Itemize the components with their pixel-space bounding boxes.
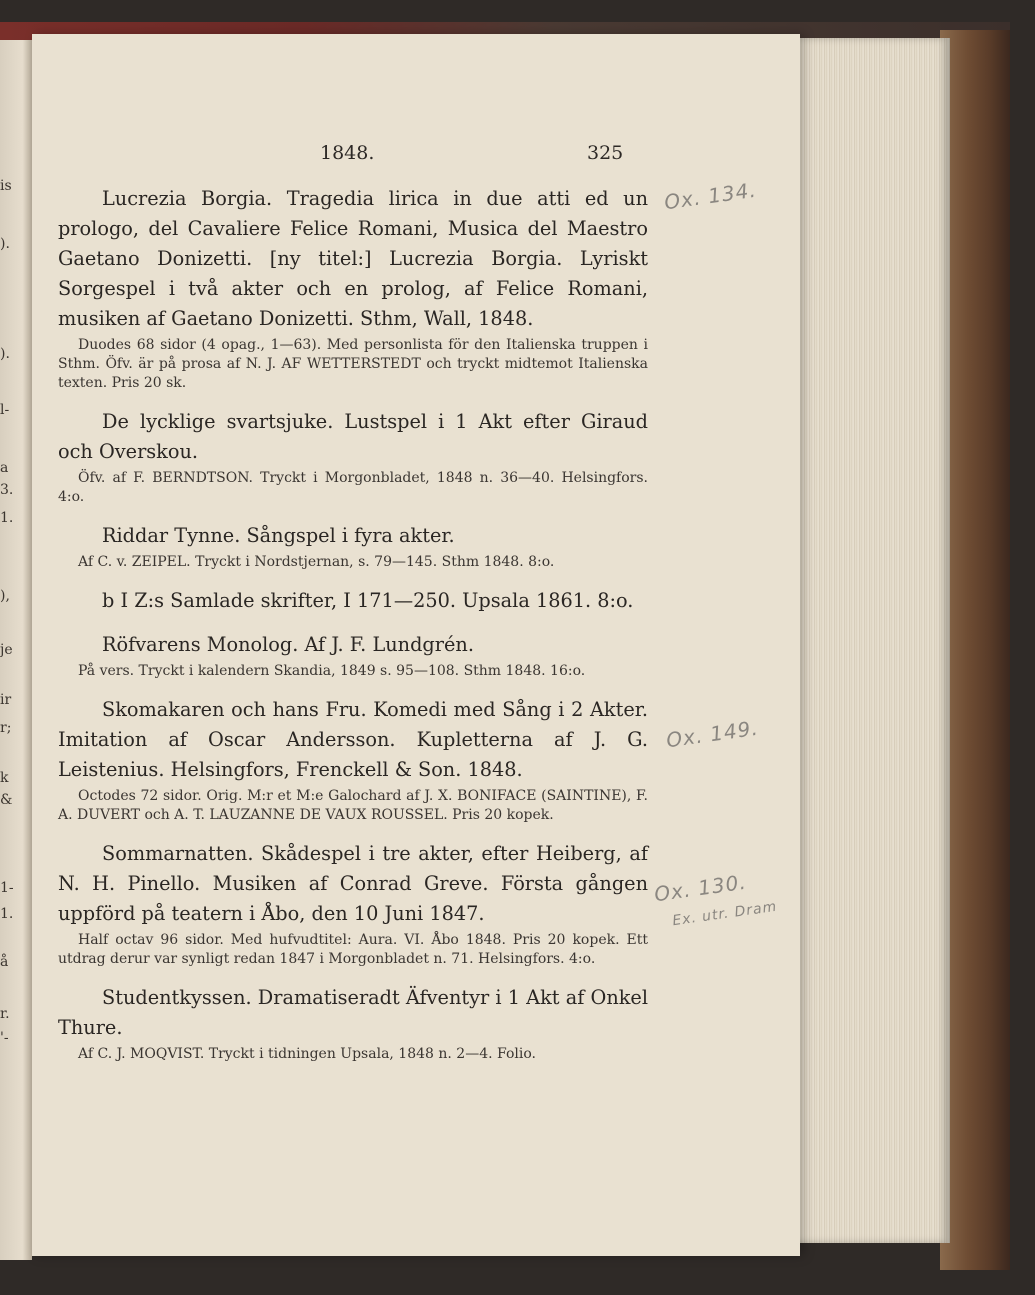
- entry-note: Af C. J. MOQVIST. Tryckt i tidningen Upsala, 1848 n. 2—4. Folio.: [78, 1046, 536, 1062]
- entry-studentkyssen: [58, 983, 648, 1064]
- left-fragment: ir: [0, 692, 12, 708]
- left-page-edge: [0, 40, 32, 1260]
- left-fragment: å: [0, 954, 9, 970]
- entry-title: Skomakaren och hans Fru. Komedi med Sång i 2 Akter. Imitation af Oscar Andersson. Kupletterna af J. G. Leistenius. Helsingfors, Frenckell & Son. 1848.: [58, 698, 648, 781]
- left-fragment: k: [0, 770, 9, 786]
- left-fragment: a: [0, 460, 9, 476]
- left-fragment: 1-: [0, 880, 14, 896]
- left-fragment: l-: [0, 402, 10, 418]
- margin-note: Ox. 130.: [652, 869, 749, 907]
- entry-title: Lucrezia Borgia. Tragedia lirica in due atti ed un prologo, del Cavaliere Felice Romani, Musica del Maestro Gaetano Donizetti. [ny titel:] Lucrezia Borgia. Lyriskt Sorgespel i två akter och en prolog, af Felice Romani, musiken af Gaetano Donizetti. Sthm, Wall, 1848.: [58, 187, 648, 330]
- left-fragment: ).: [0, 236, 10, 252]
- margin-note: Ox. 134.: [662, 177, 759, 215]
- book-page: [32, 34, 800, 1256]
- left-fragment: ).: [0, 346, 10, 362]
- page-block-edges: [790, 38, 950, 1243]
- page-body: [58, 184, 648, 1064]
- left-fragment: ),: [0, 588, 10, 604]
- entry-title: Studentkyssen. Dramatiseradt Äfventyr i 1 Akt af Onkel Thure.: [58, 986, 648, 1039]
- page-number: 325: [587, 142, 624, 164]
- entry-title: Röfvarens Monolog. Af J. F. Lundgrén.: [102, 633, 474, 656]
- entry-title: Riddar Tynne. Sångspel i fyra akter.: [102, 524, 455, 547]
- entry-riddar-tynne: [58, 521, 648, 572]
- entry-title: Sommarnatten. Skådespel i tre akter, efter Heiberg, af N. H. Pinello. Musiken af Conrad Greve. Första gången uppförd på teatern i Åbo, den 10 Juni 1847.: [58, 842, 648, 925]
- entry-note: På vers. Tryckt i kalendern Skandia, 1849 s. 95—108. Sthm 1848. 16:o.: [78, 663, 586, 679]
- entry-de-lycklige-svartsjuke: [58, 407, 648, 507]
- header-year: 1848.: [320, 142, 375, 164]
- entry-lucrezia-borgia: [58, 184, 648, 393]
- entry-note: Af C. v. ZEIPEL. Tryckt i Nordstjernan, s. 79—145. Sthm 1848. 8:o.: [78, 554, 555, 570]
- left-fragment: r;: [0, 720, 12, 736]
- entry-skomakaren: [58, 695, 648, 825]
- margin-note: Ox. 149.: [664, 715, 761, 753]
- entry-note: Öfv. af F. BERNDTSON. Tryckt i Morgonbladet, 1848 n. 36—40. Helsingfors. 4:o.: [58, 470, 648, 505]
- entry-title: b I Z:s Samlade skrifter, I 171—250. Upsala 1861. 8:o.: [102, 589, 634, 612]
- entry-note: Half octav 96 sidor. Med hufvudtitel: Aura. VI. Åbo 1848. Pris 20 kopek. Ett utdrag derur var synligt redan 1847 i Morgonbladet n. 71. Helsingfors. 4:o.: [58, 932, 648, 967]
- margin-note: Ex. utr. Dram: [671, 898, 779, 930]
- left-fragment: 1.: [0, 906, 14, 922]
- entry-note: Octodes 72 sidor. Orig. M:r et M:e Galochard af J. X. BONIFACE (SAINTINE), F. A. DUVERT och A. T. LAUZANNE DE VAUX ROUSSEL. Pris 20 kopek.: [58, 788, 648, 823]
- book-cover-right: [940, 30, 1010, 1270]
- entry-sommarnatten: [58, 839, 648, 969]
- entry-title: De lycklige svartsjuke. Lustspel i 1 Akt efter Giraud och Overskou.: [58, 410, 648, 463]
- entry-rofvarens-monolog: [58, 630, 648, 681]
- left-fragment: 3.: [0, 482, 14, 498]
- left-fragment: &: [0, 792, 13, 808]
- entry-note: Duodes 68 sidor (4 opag., 1—63). Med personlista för den Italienska truppen i Sthm. Öfv. är på prosa af N. J. AF WETTERSTEDT och tryckt midtemot Italienska texten. Pris 20 sk.: [58, 337, 648, 391]
- left-fragment: r.: [0, 1006, 10, 1022]
- left-fragment: is: [0, 178, 12, 194]
- left-fragment: '-: [0, 1030, 9, 1046]
- entry-samlade-skrifter: [58, 586, 648, 616]
- left-fragment: je: [0, 642, 13, 658]
- left-fragment: 1.: [0, 510, 14, 526]
